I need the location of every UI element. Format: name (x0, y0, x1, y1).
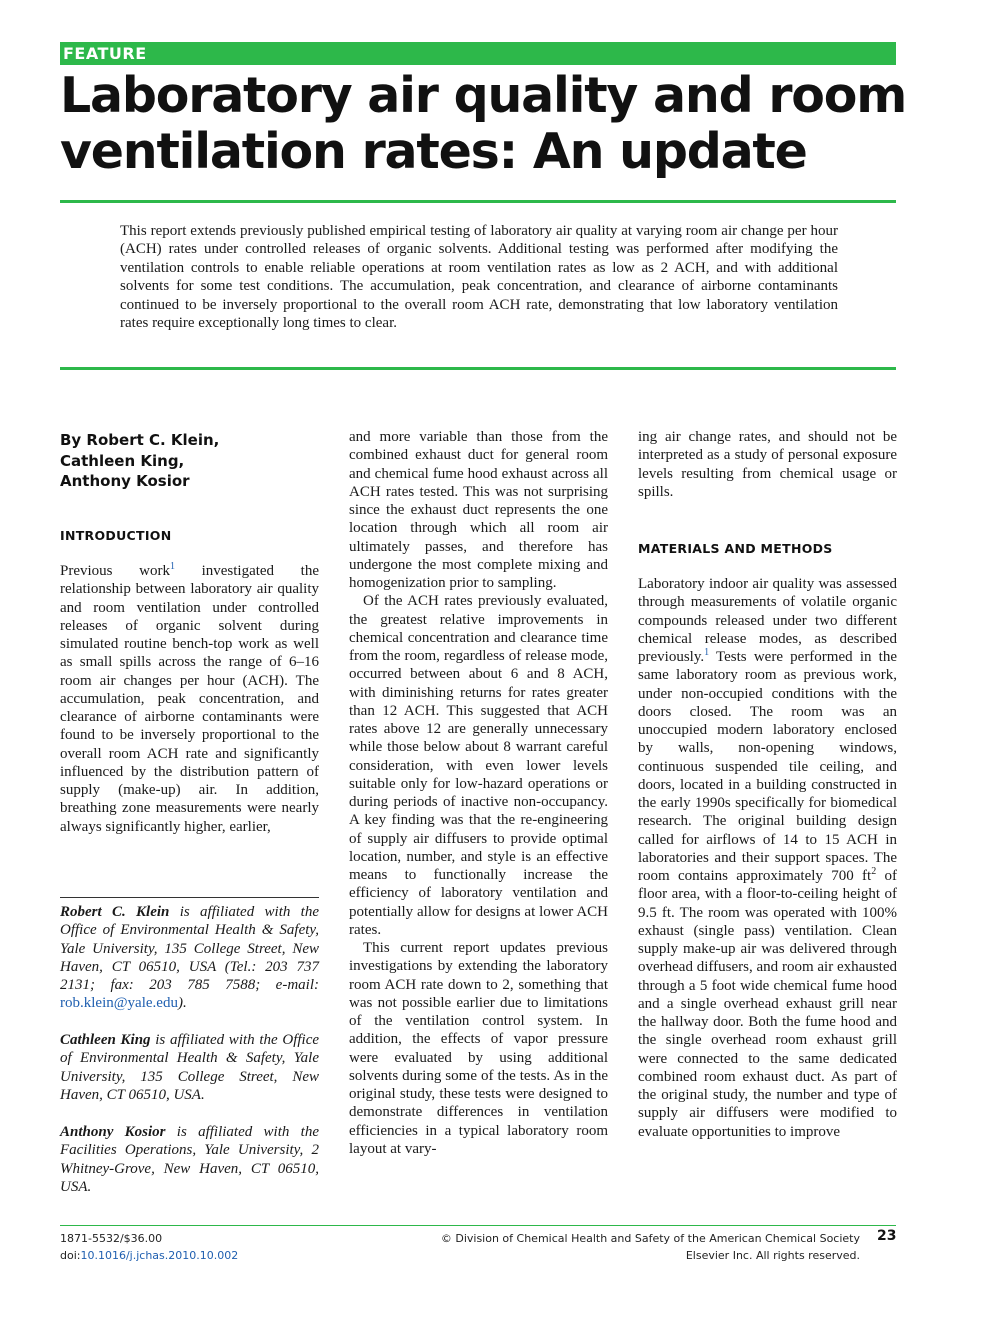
affiliation-kosior: Anthony Kosior is affiliated with the Facilities Operations, Yale University, 2 Whitney-Grove, New Haven, CT 06510, USA. (60, 1124, 319, 1195)
affiliation-divider (60, 897, 319, 898)
reference-link[interactable]: 1 (169, 561, 175, 572)
author-name: Anthony Kosior (60, 472, 190, 490)
introduction-heading: INTRODUCTION (60, 528, 172, 543)
body-paragraph: This current report updates previous investigations by extending the laboratory room ACH rate down to 2, something that was not possible earlier due to limitations of the ventilation control system. In addition, the effects of vapor pressure were evaluated by using additional solvents during some of the tests. As in the original study, these tests were designed to demonstrate differences in ventilation efficiencies in a typical laboratory room layout at vary- (349, 940, 608, 1157)
superscript: 2 (871, 866, 877, 877)
body-paragraph: and more variable than those from the combined exhaust duct for general room and chemical fume hood exhaust across all ACH rates tested. This was not surprising since the exhaust duct represents the one location through which all room air ultimately passes, and therefore has undergone the most complete mixing and homogenization prior to sampling. (349, 429, 608, 591)
body-paragraph: ing air change rates, and should not be interpreted as a study of personal exposure levels resulting from chemical usage or spills. (638, 429, 897, 500)
doi-link[interactable]: 10.1016/j.jchas.2010.10.002 (80, 1249, 239, 1262)
author-name: Cathleen King, (60, 451, 185, 470)
abstract-divider (60, 367, 896, 370)
issn-price: 1871-5532/$36.00 (60, 1232, 163, 1245)
feature-banner (60, 42, 896, 65)
column-2 (349, 428, 608, 1158)
copyright-line: © Division of Chemical Health and Safety of the American Chemical Society (440, 1232, 860, 1245)
author-byline (60, 430, 320, 492)
affiliation-king: Cathleen King is affiliated with the Office of Environmental Health & Safety, Yale University, 135 College Street, New Haven, CT 06510, USA. (60, 1032, 320, 1103)
introduction-paragraph: Previous work$^1$ investigated the relationship between laboratory air quality and room ventilation under controlled releases of organic solvent during simulated routine bench-top work as well as small spills across the range of 6–16 room air changes per hour (ACH). The accumulation, peak concentration, and clearance of airborne contaminants were found to be inversely proportional to the overall room ACH rate and significantly influenced by the distribution pattern of supply (make-up) air. In addition, breathing zone measurements were nearly always significantly higher, earlier, (60, 561, 319, 835)
author-name: By Robert C. Klein, (60, 431, 220, 449)
body-paragraph: Of the ACH rates previously evaluated, the greatest relative improvements in chemical concentration and clearance time from the room, regardless of release mode, occurred between about 6 and 8 ACH, with diminishing returns for rates greater than 12 ACH. This suggested that ACH rates above 12 are generally unnecessary while those below about 8 warrant careful consideration, with even lower levels suitable only for low-hazard operations or during periods of inactive non-occupancy. A key finding was that the re-engineering of supply air diffusers to provide optimal location, number, and style is an effective means to functionally increase the efficiency of laboratory ventilation and potentially allow for designs at lower ACH rates. (349, 593, 608, 938)
methods-paragraph: Laboratory indoor air quality was assessed through measurements of volatile organic compounds released under two different chemical release modes, as described previously.$^1$ Tests were performed in the same laboratory room as previous work, under non-occupied conditions with the doors closed. The room was an unoccupied modern laboratory enclosed by walls, non-opening windows, continuous suspended tile ceiling, and doors, located in a building constructed in the early 1990s specifically for biomedical research. The original building design called for airflows of 14 to 15 ACH in laboratories and their support spaces. The room contains approximately 700 $ft^2$ of floor area, with a floor-to-ceiling height of 9.5 ft. The room was operated with 100% exhaust (single pass) ventilation. Clean supply make-up air was delivered through overhead diffusers, and room air exhausted through a 5 foot wide chemical fume hood and a single overhead exhaust grill near the hallway door. Both the fume hood and the single overhead room exhaust grill were connected to the same dedicated combined room exhaust duct. As part of the original study, the number and type of supply air diffusers were modified to evaluate opportunities to improve (638, 576, 898, 1140)
section-label: FEATURE (63, 44, 147, 63)
title-divider (60, 200, 896, 203)
article-title: Laboratory air quality and room ventilation rates: An update (60, 67, 907, 180)
abstract: This report extends previously published empirical testing of laboratory air quality at varying room air change per hour (ACH) rates under controlled releases of organic solvents. Additional testing was performed after modifying the ventilation controls to enable reliable operations at room ventilation rates as low as 2 ACH, and with additional solvents for some test conditions. The accumulation, peak concentration, and clearance of airborne contaminants continued to be inversely proportional to the overall room ACH rate, demonstrating that low laboratory ventilation rates require exceptionally long times to clear. (120, 223, 838, 332)
email-link[interactable]: rob.klein@yale.edu (60, 995, 178, 1012)
affiliation-klein: Robert C. Klein is affiliated with the Office of Environmental Health & Safety, Yale University, 135 College Street, New Haven, CT 06510, USA (Tel.: 203 737 2131; fax: 203 785 7588; e-mail: rob.klein@yale.edu). (60, 904, 319, 1012)
footer-divider (60, 1225, 896, 1226)
methods-heading: MATERIALS AND METHODS (638, 541, 833, 556)
doi-line: doi:10.1016/j.jchas.2010.10.002 (60, 1249, 239, 1262)
page-number: 23 (877, 1228, 897, 1244)
rights-line: Elsevier Inc. All rights reserved. (685, 1249, 860, 1262)
reference-link[interactable]: 1 (704, 647, 710, 658)
